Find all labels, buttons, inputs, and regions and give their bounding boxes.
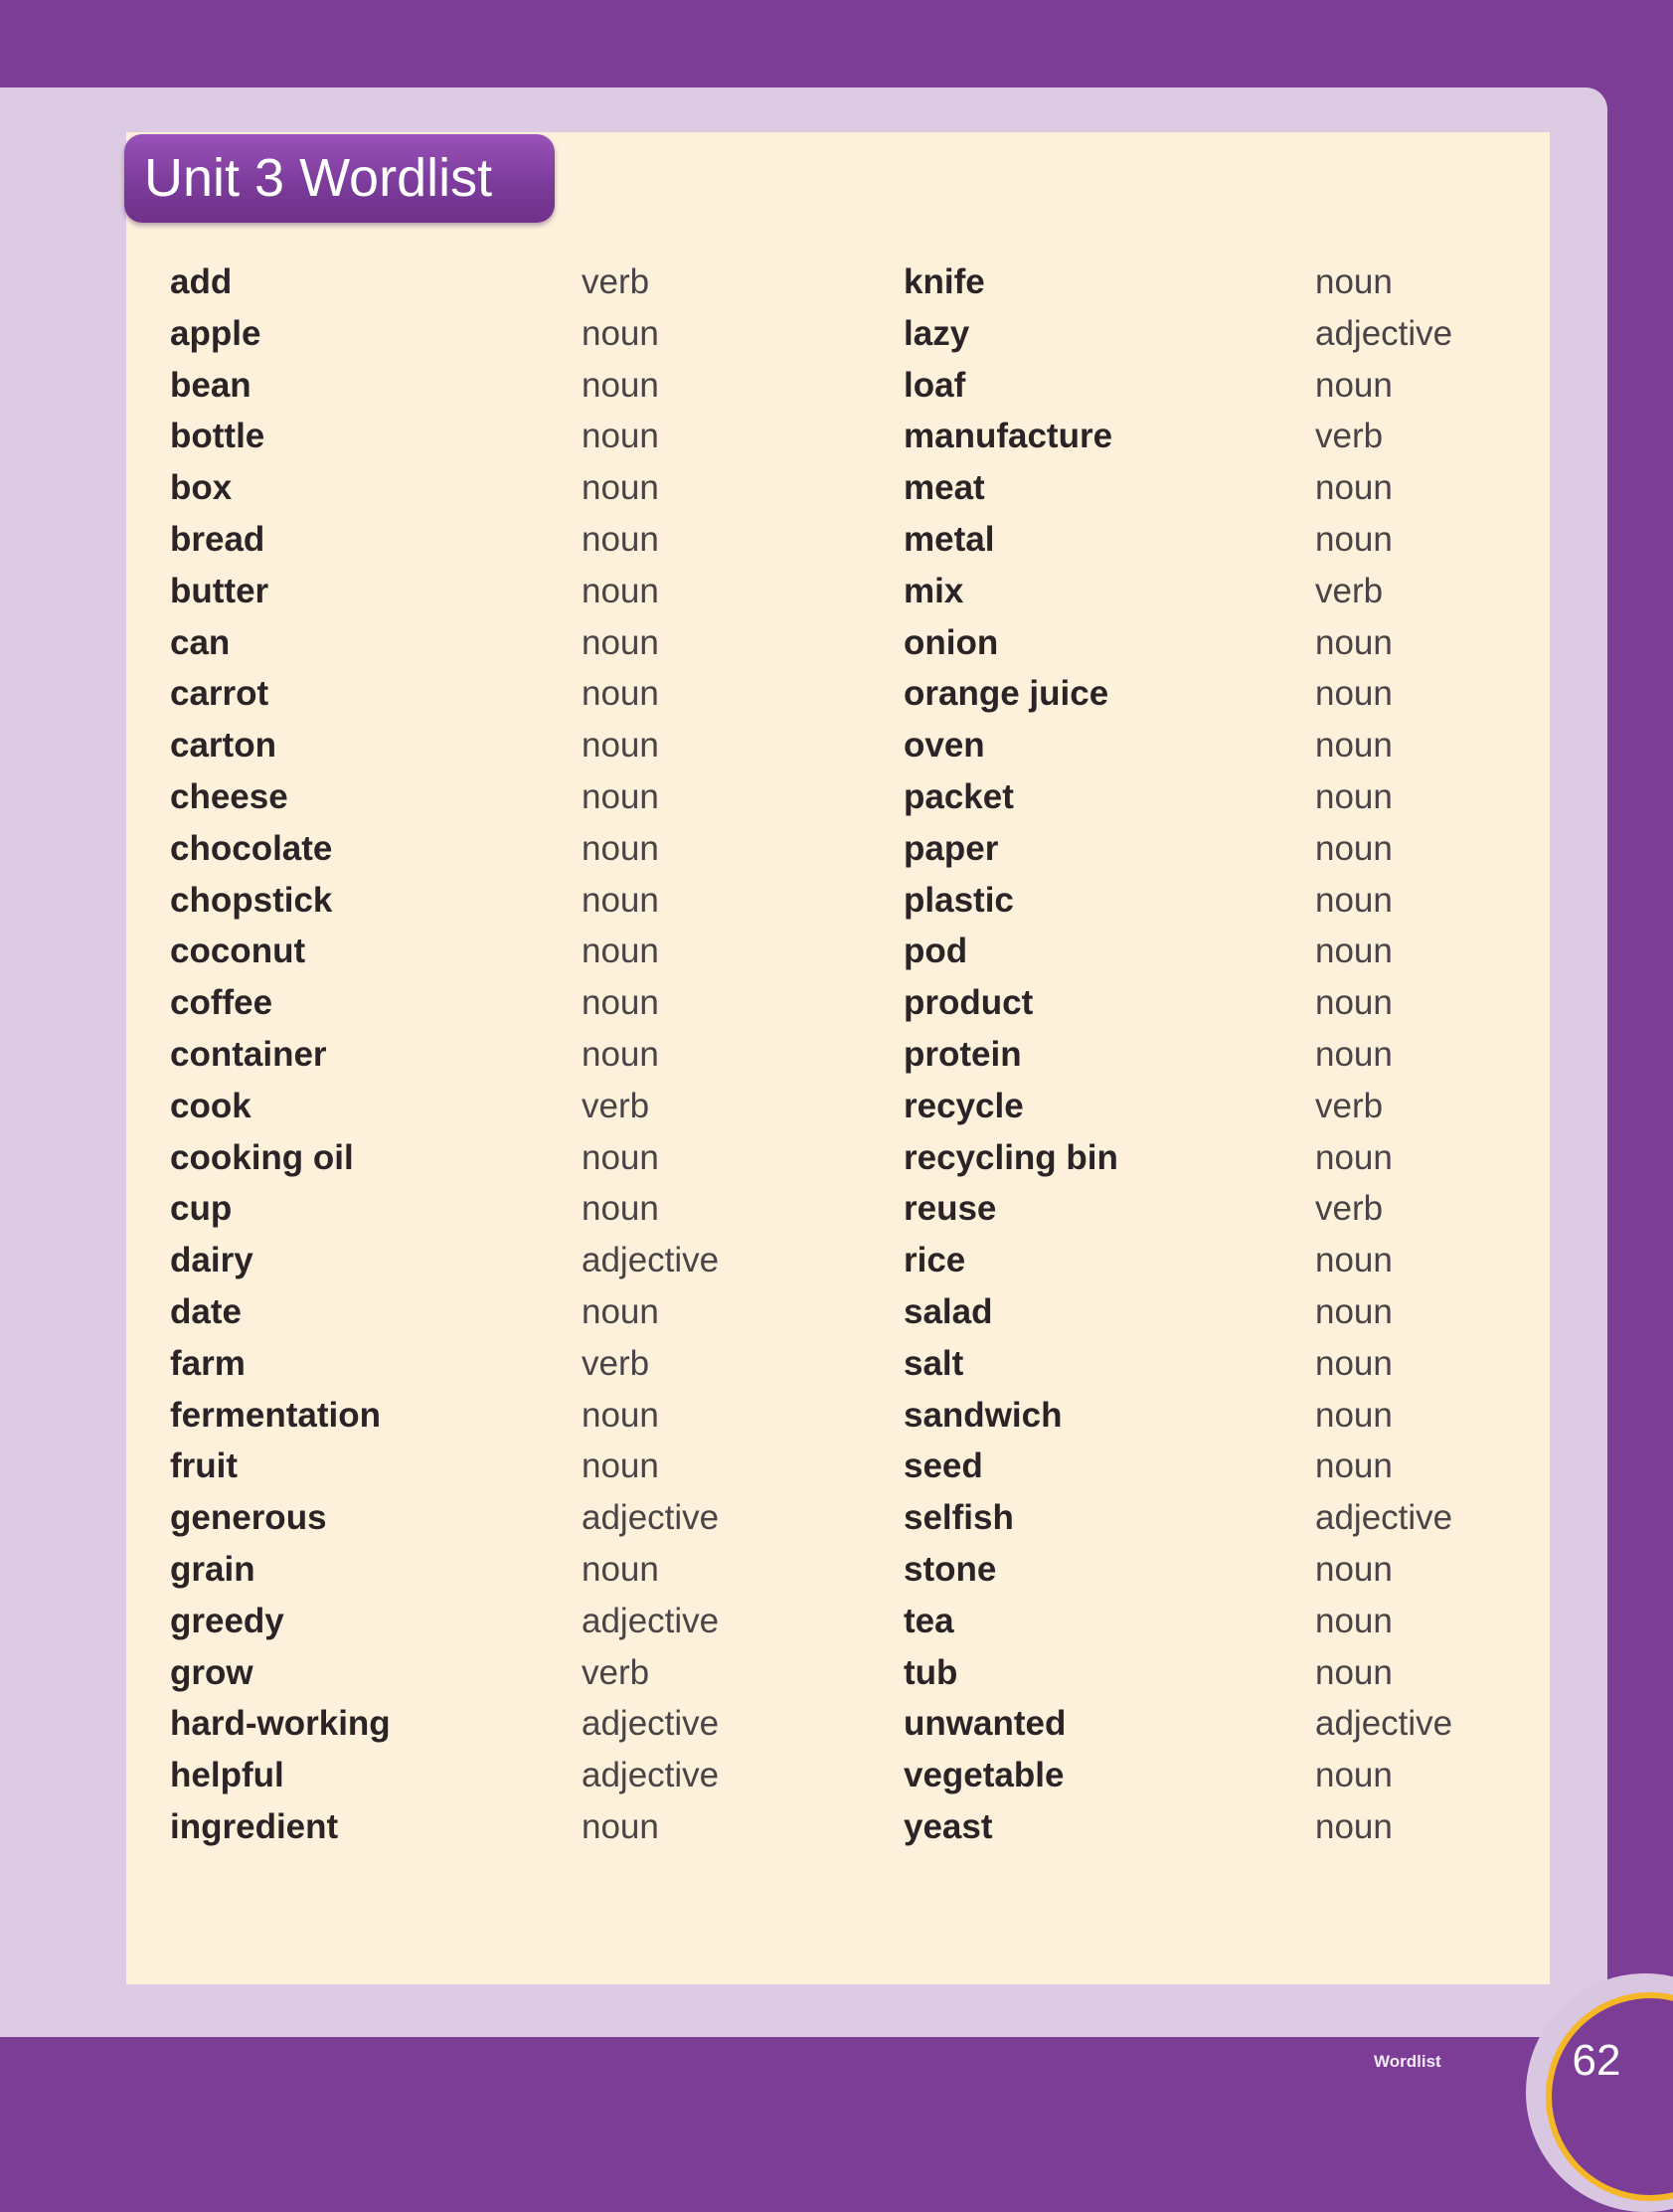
wordlist-entry: [904, 1031, 1500, 1083]
entry-word: date: [170, 1291, 242, 1331]
wordlist-entry: [170, 773, 766, 825]
entry-word: unwanted: [904, 1704, 1067, 1744]
entry-word: add: [170, 262, 233, 301]
wordlist-entry: [904, 568, 1500, 619]
entry-part-of-speech: noun: [582, 365, 659, 405]
wordlist-entry: [170, 1237, 766, 1288]
entry-part-of-speech: noun: [582, 828, 659, 868]
page-number: 62: [1572, 2036, 1621, 2085]
entry-word: hard-working: [170, 1704, 391, 1744]
entry-part-of-speech: noun: [582, 1806, 659, 1846]
entry-word: cooking oil: [170, 1137, 354, 1177]
entry-word: protein: [904, 1034, 1022, 1074]
entry-word: cup: [170, 1189, 233, 1229]
wordlist-entry: [904, 1340, 1500, 1392]
entry-word: packet: [904, 776, 1014, 816]
entry-word: butter: [170, 571, 269, 610]
entry-part-of-speech: verb: [582, 262, 650, 301]
wordlist-entry: [170, 1083, 766, 1134]
wordlist-entry: [170, 413, 766, 464]
entry-part-of-speech: verb: [1315, 1189, 1384, 1229]
entry-part-of-speech: noun: [582, 1034, 659, 1074]
wordlist-entry: [904, 1443, 1500, 1494]
entry-part-of-speech: adjective: [582, 1704, 720, 1744]
wordlist-entry: [904, 670, 1500, 722]
entry-part-of-speech: noun: [582, 726, 659, 766]
entry-part-of-speech: noun: [1315, 1446, 1393, 1486]
entry-part-of-speech: noun: [582, 468, 659, 508]
wordlist-entry: [904, 1752, 1500, 1803]
entry-word: container: [170, 1034, 327, 1074]
entry-word: recycle: [904, 1086, 1024, 1125]
entry-word: dairy: [170, 1241, 253, 1280]
entry-word: fermentation: [170, 1395, 381, 1435]
entry-word: meat: [904, 468, 985, 508]
entry-part-of-speech: adjective: [1315, 1498, 1453, 1538]
entry-part-of-speech: noun: [1315, 1291, 1393, 1331]
wordlist-entry: [170, 362, 766, 414]
wordlist-entry: [904, 825, 1500, 877]
entry-part-of-speech: noun: [582, 1189, 659, 1229]
wordlist-entry: [904, 1546, 1500, 1598]
entry-word: reuse: [904, 1189, 997, 1229]
wordlist-entry: [170, 464, 766, 516]
wordlist-entry: [904, 928, 1500, 979]
wordlist-entry: [904, 1649, 1500, 1701]
wordlist-entry: [170, 1700, 766, 1752]
wordlist-entry: [904, 413, 1500, 464]
entry-part-of-speech: noun: [1315, 1756, 1393, 1795]
wordlist-entry: [170, 1598, 766, 1649]
entry-part-of-speech: verb: [1315, 417, 1384, 456]
wordlist-entry: [904, 773, 1500, 825]
entry-part-of-speech: noun: [1315, 1343, 1393, 1383]
entry-part-of-speech: noun: [1315, 828, 1393, 868]
entry-part-of-speech: adjective: [1315, 1704, 1453, 1744]
entry-word: rice: [904, 1241, 966, 1280]
entry-word: grain: [170, 1549, 255, 1589]
entry-word: box: [170, 468, 233, 508]
entry-part-of-speech: noun: [582, 313, 659, 353]
entry-word: manufacture: [904, 417, 1113, 456]
wordlist-entry: [904, 1494, 1500, 1546]
entry-part-of-speech: noun: [1315, 983, 1393, 1023]
entry-word: tea: [904, 1601, 954, 1640]
wordlist-entry: [904, 362, 1500, 414]
wordlist-entry: [904, 1700, 1500, 1752]
wordlist-entry: [170, 1803, 766, 1855]
wordlist-entry: [904, 1185, 1500, 1237]
entry-part-of-speech: adjective: [582, 1498, 720, 1538]
entry-part-of-speech: adjective: [1315, 313, 1453, 353]
wordlist-entry: [904, 516, 1500, 568]
wordlist-entry: [904, 1288, 1500, 1340]
entry-part-of-speech: noun: [582, 519, 659, 559]
entry-word: sandwich: [904, 1395, 1063, 1435]
wordlist-entry: [170, 1288, 766, 1340]
wordlist-entry: [170, 516, 766, 568]
page-title: Unit 3 Wordlist: [124, 134, 555, 223]
entry-part-of-speech: noun: [582, 417, 659, 456]
wordlist-entry: [904, 1803, 1500, 1855]
footer-section-label: Wordlist: [1374, 2052, 1441, 2071]
wordlist-entry: [170, 258, 766, 310]
entry-part-of-speech: noun: [582, 1291, 659, 1331]
entry-part-of-speech: noun: [582, 571, 659, 610]
wordlist-entry: [904, 1083, 1500, 1134]
entry-word: bread: [170, 519, 265, 559]
entry-part-of-speech: adjective: [582, 1241, 720, 1280]
entry-word: apple: [170, 313, 261, 353]
entry-word: loaf: [904, 365, 966, 405]
entry-word: fruit: [170, 1446, 239, 1486]
entry-part-of-speech: noun: [1315, 519, 1393, 559]
wordlist-entry: [170, 1494, 766, 1546]
entry-word: selfish: [904, 1498, 1014, 1538]
wordlist-entry: [170, 1185, 766, 1237]
wordlist-entry: [170, 979, 766, 1031]
entry-part-of-speech: verb: [582, 1343, 650, 1383]
entry-word: product: [904, 983, 1034, 1023]
wordlist-entry: [170, 1031, 766, 1083]
wordlist-column-right: [904, 258, 1500, 1855]
entry-part-of-speech: noun: [1315, 1652, 1393, 1692]
entry-word: helpful: [170, 1756, 284, 1795]
entry-part-of-speech: noun: [1315, 726, 1393, 766]
entry-word: salad: [904, 1291, 993, 1331]
entry-word: plastic: [904, 880, 1014, 920]
entry-part-of-speech: noun: [1315, 1137, 1393, 1177]
wordlist-entry: [170, 1546, 766, 1598]
entry-word: can: [170, 622, 231, 662]
entry-part-of-speech: noun: [1315, 1241, 1393, 1280]
entry-word: bean: [170, 365, 251, 405]
entry-word: ingredient: [170, 1806, 339, 1846]
entry-part-of-speech: noun: [1315, 1034, 1393, 1074]
wordlist-entry: [170, 1340, 766, 1392]
wordlist-entry: [904, 1237, 1500, 1288]
entry-part-of-speech: noun: [582, 1549, 659, 1589]
entry-word: grow: [170, 1652, 253, 1692]
entry-word: chopstick: [170, 880, 333, 920]
entry-part-of-speech: adjective: [582, 1756, 720, 1795]
wordlist-entry: [904, 464, 1500, 516]
entry-part-of-speech: noun: [582, 1446, 659, 1486]
entry-part-of-speech: noun: [1315, 468, 1393, 508]
entry-word: carton: [170, 726, 276, 766]
entry-part-of-speech: noun: [582, 674, 659, 714]
wordlist-entry: [904, 877, 1500, 929]
entry-word: cook: [170, 1086, 251, 1125]
wordlist-entry: [170, 568, 766, 619]
entry-part-of-speech: noun: [582, 1137, 659, 1177]
entry-word: lazy: [904, 313, 970, 353]
wordlist-entry: [170, 1392, 766, 1444]
wordlist-entry: [170, 928, 766, 979]
entry-part-of-speech: noun: [582, 932, 659, 971]
entry-word: seed: [904, 1446, 983, 1486]
entry-word: paper: [904, 828, 999, 868]
entry-word: yeast: [904, 1806, 993, 1846]
entry-part-of-speech: noun: [1315, 932, 1393, 971]
entry-part-of-speech: noun: [582, 983, 659, 1023]
entry-part-of-speech: adjective: [582, 1601, 720, 1640]
entry-word: oven: [904, 726, 985, 766]
wordlist-entry: [904, 1598, 1500, 1649]
entry-part-of-speech: verb: [1315, 571, 1384, 610]
entry-part-of-speech: verb: [582, 1652, 650, 1692]
wordlist-entry: [170, 310, 766, 362]
wordlist-entry: [904, 1134, 1500, 1186]
entry-part-of-speech: noun: [1315, 262, 1393, 301]
entry-part-of-speech: noun: [1315, 1549, 1393, 1589]
entry-part-of-speech: noun: [1315, 1395, 1393, 1435]
entry-word: carrot: [170, 674, 269, 714]
entry-part-of-speech: noun: [582, 622, 659, 662]
entry-part-of-speech: noun: [1315, 365, 1393, 405]
entry-word: orange juice: [904, 674, 1109, 714]
wordlist-entry: [170, 877, 766, 929]
wordlist-entry: [170, 825, 766, 877]
wordlist-entry: [904, 722, 1500, 773]
entry-word: vegetable: [904, 1756, 1065, 1795]
entry-part-of-speech: noun: [1315, 776, 1393, 816]
wordlist-entry: [904, 979, 1500, 1031]
entry-part-of-speech: noun: [1315, 1806, 1393, 1846]
entry-word: salt: [904, 1343, 964, 1383]
wordlist-entry: [904, 1392, 1500, 1444]
entry-word: cheese: [170, 776, 288, 816]
wordlist-entry: [904, 619, 1500, 671]
entry-part-of-speech: noun: [1315, 674, 1393, 714]
wordlist-entry: [170, 722, 766, 773]
entry-part-of-speech: noun: [582, 880, 659, 920]
entry-word: recycling bin: [904, 1137, 1118, 1177]
entry-part-of-speech: noun: [582, 1395, 659, 1435]
entry-word: bottle: [170, 417, 265, 456]
wordlist-entry: [170, 1752, 766, 1803]
entry-word: mix: [904, 571, 964, 610]
entry-word: onion: [904, 622, 999, 662]
wordlist-entry: [904, 258, 1500, 310]
entry-part-of-speech: noun: [1315, 622, 1393, 662]
entry-part-of-speech: verb: [1315, 1086, 1384, 1125]
entry-word: farm: [170, 1343, 246, 1383]
entry-part-of-speech: verb: [582, 1086, 650, 1125]
wordlist-entry: [170, 670, 766, 722]
entry-word: knife: [904, 262, 985, 301]
entry-word: coffee: [170, 983, 273, 1023]
entry-word: coconut: [170, 932, 306, 971]
entry-word: metal: [904, 519, 995, 559]
entry-word: generous: [170, 1498, 327, 1538]
entry-part-of-speech: noun: [1315, 880, 1393, 920]
wordlist-entry: [170, 1649, 766, 1701]
wordlist-entry: [904, 310, 1500, 362]
entry-word: stone: [904, 1549, 997, 1589]
entry-word: greedy: [170, 1601, 284, 1640]
wordlist-column-left: [170, 258, 766, 1855]
entry-word: chocolate: [170, 828, 333, 868]
entry-word: pod: [904, 932, 968, 971]
wordlist-entry: [170, 1443, 766, 1494]
entry-part-of-speech: noun: [1315, 1601, 1393, 1640]
wordlist-entry: [170, 619, 766, 671]
entry-part-of-speech: noun: [582, 776, 659, 816]
wordlist-entry: [170, 1134, 766, 1186]
entry-word: tub: [904, 1652, 958, 1692]
